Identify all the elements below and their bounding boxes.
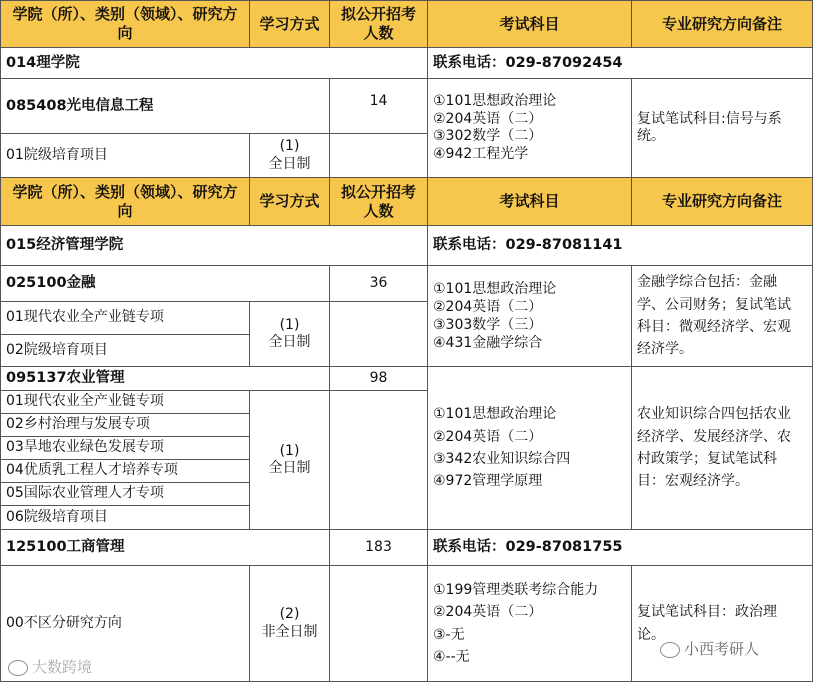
watermark-logo-icon bbox=[8, 660, 28, 676]
enrollment-count: 14 bbox=[330, 79, 428, 134]
contact-phone: 联系电话：029-87092454 bbox=[428, 48, 813, 79]
enrollment-count: 36 bbox=[330, 266, 428, 302]
watermark-left-text: 大数跨境 bbox=[32, 658, 93, 676]
subject-2: ②204英语（二） bbox=[433, 428, 543, 445]
header-col-5: 专业研究方向备注 bbox=[632, 178, 813, 226]
research-direction: 01现代农业全产业链专项 bbox=[0, 302, 250, 335]
watermark-left bbox=[8, 656, 92, 677]
header-col-4: 考试科目 bbox=[428, 0, 632, 48]
major-name: 025100金融 bbox=[0, 266, 330, 302]
subject-4: ④972管理学原理 bbox=[433, 473, 543, 490]
header-col-2: 学习方式 bbox=[250, 178, 330, 226]
direction-note: 农业知识综合四包括农业经济学、发展经济学、农村政策学；复试笔试科目：宏观经济学。 bbox=[632, 367, 813, 530]
exam-subjects bbox=[428, 266, 632, 367]
subject-4: ④--无 bbox=[433, 648, 470, 665]
direction-note: 金融学综合包括：金融学、公司财务；复试笔试科目：微观经济学、宏观经济学。 bbox=[632, 266, 813, 367]
major-name: 095137农业管理 bbox=[0, 367, 330, 391]
research-direction: 03旱地农业绿色发展专项 bbox=[0, 437, 250, 460]
study-mode bbox=[250, 134, 330, 178]
header-col-1: 学院（所）、类别（领域）、研究方向 bbox=[0, 0, 250, 48]
study-mode bbox=[250, 566, 330, 682]
exam-subjects bbox=[428, 367, 632, 530]
subject-4: ④942工程光学 bbox=[433, 145, 529, 162]
subject-2: ②204英语（二） bbox=[433, 110, 543, 127]
study-mode-code: (1) bbox=[279, 316, 300, 333]
research-direction: 05国际农业管理人才专项 bbox=[0, 483, 250, 506]
exam-subjects bbox=[428, 79, 632, 178]
header-col-2: 学习方式 bbox=[250, 0, 330, 48]
research-direction: 04优质乳工程人才培养专项 bbox=[0, 460, 250, 483]
subject-3: ③303数学（三） bbox=[433, 317, 543, 333]
enrollment-count: 183 bbox=[330, 530, 428, 566]
subject-1: ①101思想政治理论 bbox=[433, 406, 557, 423]
header-col-3: 拟公开招考人数 bbox=[330, 178, 428, 226]
study-mode-code: (1) bbox=[279, 138, 300, 154]
header-col-4: 考试科目 bbox=[428, 178, 632, 226]
watermark-right-text: 小西考研人 bbox=[684, 640, 760, 658]
college-name: 014理学院 bbox=[0, 48, 428, 79]
research-direction: 00不区分研究方向 bbox=[0, 566, 250, 682]
subject-1: ①101思想政治理论 bbox=[433, 280, 557, 297]
research-direction: 02院级培育项目 bbox=[0, 335, 250, 367]
empty-cell bbox=[330, 134, 428, 178]
major-name: 125100工商管理 bbox=[0, 530, 330, 566]
subject-3: ③-无 bbox=[433, 626, 465, 643]
contact-phone: 联系电话：029-87081141 bbox=[428, 226, 813, 266]
direction-note: 复试笔试科目：政治理论。 bbox=[632, 566, 813, 682]
subject-2: ②204英语（二） bbox=[433, 298, 543, 315]
subject-1: ①199管理类联考综合能力 bbox=[433, 581, 599, 598]
study-mode bbox=[250, 302, 330, 367]
empty-cell bbox=[330, 391, 428, 530]
watermark-right bbox=[660, 638, 759, 659]
subject-4: ④431金融学综合 bbox=[433, 335, 543, 352]
header-col-3: 拟公开招考人数 bbox=[330, 0, 428, 48]
study-mode bbox=[250, 391, 330, 530]
exam-subjects bbox=[428, 566, 632, 682]
study-mode-label: 非全日制 bbox=[261, 623, 318, 640]
research-direction: 01院级培育项目 bbox=[0, 134, 250, 178]
empty-cell bbox=[330, 566, 428, 682]
wechat-icon bbox=[660, 642, 680, 658]
header-col-1: 学院（所）、类别（领域）、研究方向 bbox=[0, 178, 250, 226]
contact-phone: 联系电话：029-87081755 bbox=[428, 530, 813, 566]
college-name: 015经济管理学院 bbox=[0, 226, 428, 266]
subject-2: ②204英语（二） bbox=[433, 604, 543, 621]
subject-3: ③302数学（二） bbox=[433, 128, 543, 144]
study-mode-code: (2) bbox=[279, 606, 300, 622]
research-direction: 06院级培育项目 bbox=[0, 506, 250, 530]
research-direction: 01现代农业全产业链专项 bbox=[0, 391, 250, 414]
subject-1: ①101思想政治理论 bbox=[433, 93, 557, 109]
header-col-5: 专业研究方向备注 bbox=[632, 0, 813, 48]
empty-cell bbox=[330, 302, 428, 367]
direction-note: 复试笔试科目:信号与系统。 bbox=[632, 79, 813, 178]
study-mode-label: 全日制 bbox=[268, 334, 311, 350]
major-name: 085408光电信息工程 bbox=[0, 79, 330, 134]
study-mode-label: 全日制 bbox=[268, 155, 311, 172]
enrollment-count: 98 bbox=[330, 367, 428, 391]
study-mode-label: 全日制 bbox=[268, 460, 311, 476]
research-direction: 02乡村治理与发展专项 bbox=[0, 414, 250, 437]
subject-3: ③342农业知识综合四 bbox=[433, 451, 571, 467]
study-mode-code: (1) bbox=[279, 442, 300, 459]
